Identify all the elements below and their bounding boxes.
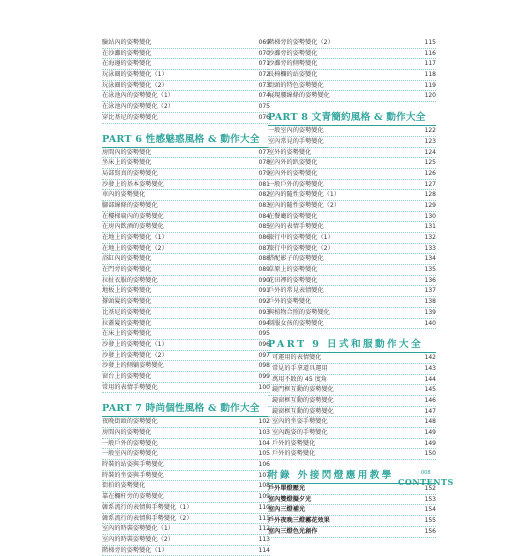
toc-entry-page: 125 [424, 159, 436, 167]
toc-entry-page: 070 [258, 49, 270, 57]
toc-entry-title: 地板上的姿勢變化 [102, 287, 152, 295]
toc-entry-page: 113 [258, 535, 270, 543]
toc-entry [102, 471, 270, 482]
toc-entry [268, 126, 436, 137]
toc-entry [268, 439, 436, 450]
toc-entry [102, 383, 270, 394]
toc-entry-title: 一般室內的姿勢變化 [102, 450, 158, 458]
toc-entry-title: 旅行中的姿勢變化（2） [268, 244, 334, 252]
toc-entry-title: 窗台上的姿勢變化 [102, 372, 152, 380]
toc-entry-page: 109 [258, 493, 270, 501]
toc-entry [268, 495, 436, 506]
toc-entry-title: 在門旁的姿勢變化 [102, 266, 152, 274]
toc-entry [268, 297, 436, 308]
toc-entry-title: 室內的隨性姿勢變化（1） [268, 191, 340, 199]
toc-entry-title: 一般室內的姿勢變化 [268, 127, 324, 135]
toc-entry-page: 155 [424, 517, 436, 525]
section-title: PART 8 文青簡約風格 & 動作大全 [268, 112, 426, 124]
toc-entry-title: 在地上的姿勢變化（1） [102, 234, 168, 241]
toc-entry-page: 128 [424, 191, 436, 199]
section-heading [268, 108, 436, 126]
section-heading [102, 399, 270, 417]
toc-entry [268, 417, 436, 428]
toc-entry-title: 玩泳圈的姿勢變化（1） [102, 71, 168, 79]
toc-entry [102, 180, 270, 191]
toc-entry-title: 戶外的姿勢變化 [272, 439, 316, 447]
toc-entry-page: 146 [424, 396, 436, 404]
toc-entry-title: 可運用的表情變化 [272, 354, 322, 362]
toc-entry [268, 222, 436, 233]
toc-entry-page: 122 [424, 127, 436, 135]
toc-entry-page: 145 [424, 386, 436, 394]
toc-entry-title: 房間內的姿勢變化 [102, 148, 152, 156]
toc-entry [268, 396, 436, 407]
toc-entry-title: 在樓梯扁內的姿勢變化 [102, 212, 164, 220]
toc-entry [102, 91, 270, 102]
toc-entry-page: 108 [258, 482, 270, 490]
toc-entry [102, 265, 270, 276]
toc-entry-title: 時裝的坐姿與手勢變化 [102, 471, 164, 479]
toc-entry-page: 107 [258, 471, 270, 479]
toc-entry-title: 穿比基尼的姿勢變化 [102, 113, 158, 121]
toc-entry [268, 38, 436, 49]
toc-entry-title: 戶外的姿勢變化 [272, 450, 316, 458]
toc-entry-page: 097 [258, 351, 270, 359]
toc-entry [268, 233, 436, 244]
toc-entry-title: 草原上的姿勢變化 [268, 266, 318, 274]
toc-entry-page: 078 [258, 159, 270, 167]
toc-entry [268, 516, 436, 527]
toc-entry-title: 室內跪姿的手勢變化 [272, 429, 328, 436]
toc-entry-title: 沙發上的基本姿勢變化 [102, 180, 164, 188]
toc-entry-page: 117 [424, 60, 436, 68]
toc-entry-page: 115 [424, 39, 436, 46]
toc-entry-title: 在泳池內的姿勢變化（1） [102, 92, 174, 100]
toc-entry-title: 夜晚街頭的姿勢變化 [102, 418, 158, 426]
toc-entry-title: 展現腰線條的姿勢變化 [268, 92, 330, 100]
toc-entry-title: 在海邊的姿勢變化 [102, 60, 152, 68]
toc-entry [102, 372, 270, 383]
section-heading [268, 335, 436, 353]
toc-entry [102, 308, 270, 319]
toc-entry [102, 449, 270, 460]
toc-entry [102, 417, 270, 428]
toc-entry-title: 搭配影子的姿勢變化 [268, 255, 324, 263]
toc-entry-title: 室內雙燈擬夕光 [268, 495, 312, 503]
toc-entry-page: 076 [258, 113, 270, 121]
toc-entry-page: 144 [424, 375, 436, 383]
toc-entry [268, 449, 436, 460]
toc-entry-page: 092 [258, 298, 270, 306]
toc-entry [268, 407, 436, 418]
toc-entry-title: 韓系流行的表情與手勢變化（1） [102, 503, 193, 511]
toc-entry-title: 常用的表情手勢變化 [102, 383, 158, 391]
toc-entry [102, 535, 270, 546]
toc-entry [268, 308, 436, 319]
section-title: 附錄 外接閃燈應用教學 [268, 470, 394, 482]
toc-entry [268, 49, 436, 60]
toc-entry-page: 143 [424, 364, 436, 372]
toc-entry-title: 在泳池內的姿勢變化（2） [102, 103, 174, 111]
toc-entry-page: 098 [258, 362, 270, 370]
toc-entry [268, 59, 436, 70]
toc-entry [268, 137, 436, 148]
toc-entry-page: 079 [258, 169, 270, 177]
toc-entry-title: 在床上的姿勢變化 [102, 330, 152, 338]
toc-entry-page: 094 [258, 319, 270, 327]
toc-entry-title: 常見的手拿道具運用 [272, 364, 328, 372]
toc-entry-page: 149 [424, 429, 436, 436]
toc-entry-page: 110 [258, 503, 270, 511]
toc-entry [102, 340, 270, 351]
toc-entry-title: 街拍的姿勢變化 [102, 482, 146, 490]
toc-entry-title: 在餐廳的姿勢變化 [268, 212, 318, 220]
toc-entry [268, 70, 436, 81]
toc-entry-title: 沙發上的姿勢變化（1） [102, 340, 168, 348]
toc-entry-title: 腳部線條的姿勢變化 [102, 201, 158, 209]
toc-entry [268, 180, 436, 191]
toc-entry [268, 254, 436, 265]
toc-entry-title: 室內的隨性姿勢變化（2） [268, 201, 340, 209]
toc-entry-page: 132 [424, 234, 436, 241]
toc-entry [102, 102, 270, 113]
toc-entry [102, 70, 270, 81]
toc-entry-title: 與植物合照的姿勢變化 [268, 308, 330, 316]
toc-entry-page: 154 [424, 506, 436, 514]
contents-label: CONTENTS [398, 477, 454, 487]
toc-entry-title: 比基尼的姿勢變化 [102, 308, 152, 316]
toc-entry [102, 201, 270, 212]
toc-entry-page: 148 [424, 418, 436, 426]
toc-entry-title: 撐頭髮的姿勢變化 [102, 298, 152, 306]
toc-entry-page: 102 [258, 418, 270, 426]
toc-entry [102, 38, 270, 49]
toc-entry [268, 158, 436, 169]
toc-entry-page: 095 [258, 330, 270, 338]
toc-entry-title: 制服女孩的姿勢變化 [268, 319, 324, 327]
toc-entry [268, 319, 436, 330]
toc-entry-title: 坐床上的姿勢變化 [102, 159, 152, 167]
toc-entry-page: 116 [424, 49, 436, 57]
toc-entry-title: 花田裡的姿勢變化 [268, 276, 318, 284]
toc-entry-page: 152 [424, 485, 436, 493]
toc-entry [102, 297, 270, 308]
toc-entry-page: 133 [424, 244, 436, 252]
toc-entry-page: 100 [258, 383, 270, 391]
toc-entry-page: 137 [424, 287, 436, 295]
toc-entry [102, 524, 270, 535]
toc-entry-page: 150 [424, 450, 436, 458]
toc-entry-title: 室內的表情手勢變化 [268, 223, 324, 231]
toc-entry [102, 158, 270, 169]
toc-entry [268, 190, 436, 201]
toc-entry [102, 503, 270, 514]
toc-entry-title: 鏡窗框互動的姿勢變化 [272, 396, 334, 404]
toc-entry [102, 319, 270, 330]
toc-entry [102, 481, 270, 492]
toc-entry-page: 106 [258, 461, 270, 469]
toc-entry [102, 351, 270, 362]
toc-entry-page: 096 [258, 340, 270, 348]
toc-entry [102, 329, 270, 340]
toc-entry-title: 沙灘旁的側勢變化 [268, 60, 318, 68]
toc-entry-page: 091 [258, 287, 270, 295]
toc-entry [102, 233, 270, 244]
toc-entry-page: 099 [258, 372, 270, 380]
toc-entry-page: 134 [424, 255, 436, 263]
toc-entry [268, 364, 436, 375]
toc-entry [102, 148, 270, 159]
toc-entry-title: 旅行中的姿勢變化（1） [268, 234, 334, 241]
toc-entry-page: 077 [258, 148, 270, 156]
toc-entry [102, 222, 270, 233]
toc-entry-page: 140 [424, 319, 436, 327]
toc-entry-page: 088 [258, 255, 270, 263]
toc-entry-page: 118 [424, 71, 436, 79]
toc-entry-page: 071 [258, 60, 270, 68]
toc-entry [268, 353, 436, 364]
toc-entry-page: 114 [258, 546, 270, 554]
toc-entry [268, 212, 436, 223]
toc-entry [102, 428, 270, 439]
toc-entry-title: 鏡門框互動的姿勢變化 [272, 386, 334, 394]
toc-entry-title: 拉扯衣服的姿勢變化 [102, 276, 158, 284]
toc-entry-title: 在沙灘的姿勢變化 [102, 49, 152, 57]
toc-entry-title: 長椅欄的站姿變化 [268, 71, 318, 79]
toc-entry [268, 385, 436, 396]
toc-entry-title: 室內的時裝姿勢變化（2） [102, 535, 174, 543]
toc-entry [102, 49, 270, 60]
toc-entry-page: 087 [258, 244, 270, 252]
toc-entry-page: 142 [424, 354, 436, 362]
toc-entry-page: 081 [258, 180, 270, 188]
toc-entry-page: 104 [258, 439, 270, 447]
toc-entry-page: 138 [424, 298, 436, 306]
toc-entry [268, 527, 436, 538]
toc-entry-title: 在地上的姿勢變化（2） [102, 244, 168, 252]
toc-entry-title: 拉蓋髮的姿勢變化 [102, 319, 152, 327]
section-heading [102, 130, 270, 148]
toc-entry-page: 127 [424, 180, 436, 188]
toc-entry-page: 085 [258, 223, 270, 231]
toc-entry-page: 084 [258, 212, 270, 220]
toc-entry-title: 靠在欄杆旁的姿勢變化 [102, 493, 164, 501]
toc-entry-page: 120 [424, 92, 436, 100]
toc-entry-title: 戶外單燈壓光 [268, 485, 306, 493]
toc-entry-title: 車內的姿勢變化 [102, 191, 146, 199]
toc-entry-title: 室內常見的手勢變化 [268, 137, 324, 145]
toc-entry-page: 153 [424, 495, 436, 503]
toc-entry-page: 131 [424, 223, 436, 231]
toc-entry-title: 室內的時裝姿勢變化（1） [102, 525, 174, 533]
toc-entry-title: 一般戶外的姿勢變化 [102, 439, 158, 447]
toc-entry-page: 129 [424, 201, 436, 209]
toc-entry [268, 81, 436, 92]
toc-entry-title: 室內三燈補光 [268, 506, 306, 514]
toc-entry-page: 083 [258, 201, 270, 209]
toc-entry [102, 254, 270, 265]
toc-entry-title: 萬用不敗的 45 度角 [272, 375, 328, 383]
toc-entry [102, 286, 270, 297]
toc-entry-title: 階梯旁的姿勢變化（1） [102, 546, 168, 554]
toc-entry [102, 514, 270, 525]
toc-entry-title: 室內的坐姿手勢變化 [272, 418, 328, 426]
page-number: 008 [421, 470, 431, 476]
toc-entry-page: 082 [258, 191, 270, 199]
toc-entry-title: 韓系流行的表情與手勢變化（2） [102, 514, 193, 522]
toc-entry-title: 戶外的常見表情變化 [268, 287, 324, 295]
toc-entry-page: 093 [258, 308, 270, 316]
toc-entry [268, 169, 436, 180]
toc-entry-title: 局部寫真的姿勢變化 [102, 169, 158, 177]
toc-entry [102, 244, 270, 255]
toc-entry [102, 439, 270, 450]
toc-entry-title: 驗站內的姿勢變化 [102, 39, 152, 46]
toc-entry [268, 505, 436, 516]
toc-entry-page: 073 [258, 81, 270, 89]
toc-entry [268, 265, 436, 276]
toc-entry-title: 室內三燈色光創作 [268, 527, 318, 535]
toc-entry [268, 276, 436, 287]
section-title: PART 7 時尚個性風格 & 動作大全 [102, 403, 260, 415]
toc-entry-page: 135 [424, 266, 436, 274]
toc-column-left [102, 38, 270, 556]
toc-entry-title: 沙發上的姿勢變化（2） [102, 351, 168, 359]
toc-entry-page: 069 [258, 39, 270, 46]
toc-entry-title: 室外的姿勢變化 [268, 148, 312, 156]
section-title: PART 6 性感魅惑風格 & 動作大全 [102, 133, 260, 145]
toc-entry [102, 361, 270, 372]
toc-entry [268, 428, 436, 439]
toc-entry-page: 124 [424, 148, 436, 156]
toc-entry-page: 149 [424, 439, 436, 447]
toc-entry-title: 在房內飲酒的姿勢變化 [102, 223, 164, 231]
toc-entry-title: 時裝的站姿與手勢變化 [102, 461, 164, 469]
toc-entry-title: 一般戶外的姿勢變化 [268, 180, 324, 188]
toc-entry-title: 街頭的特色姿勢變化 [268, 81, 324, 89]
toc-entry-page: 139 [424, 308, 436, 316]
toc-entry [268, 201, 436, 212]
toc-entry-title: 戶外夜晚三燈霧花效果 [268, 517, 330, 525]
toc-column-right [268, 38, 436, 538]
toc-entry-title: 室內外的姿勢變化 [268, 169, 318, 177]
toc-entry [102, 546, 270, 556]
toc-entry [102, 276, 270, 287]
toc-entry-page: 072 [258, 71, 270, 79]
toc-entry-title: 沙發上的側躺姿勢變化 [102, 362, 164, 370]
toc-entry-page: 090 [258, 276, 270, 284]
toc-entry-title: 房間內的姿勢變化 [102, 429, 152, 436]
toc-entry-title: 階梯旁的姿勢變化（2） [268, 39, 334, 46]
toc-entry [102, 190, 270, 201]
toc-entry-page: 123 [424, 137, 436, 145]
toc-entry-page: 156 [424, 527, 436, 535]
toc-entry-page: 119 [424, 81, 436, 89]
toc-entry [268, 286, 436, 297]
toc-entry [268, 244, 436, 255]
section-title: PART 9 日式和服動作大全 [268, 339, 424, 351]
toc-entry-page: 086 [258, 234, 270, 241]
toc-entry-page: 074 [258, 92, 270, 100]
toc-entry-title: 沙灘旁的姿勢變化 [268, 49, 318, 57]
toc-entry [268, 91, 436, 102]
toc-entry [102, 460, 270, 471]
toc-entry-page: 112 [258, 525, 270, 533]
toc-entry-title: 浴缸內的姿勢變化 [102, 255, 152, 263]
toc-entry [102, 492, 270, 503]
toc-entry [102, 169, 270, 180]
toc-entry-title: 室內外的趴姿變化 [268, 159, 318, 167]
toc-entry-title: 鏡窗框互動的姿勢變化 [272, 407, 334, 415]
toc-entry-page: 130 [424, 212, 436, 220]
toc-entry [102, 212, 270, 223]
toc-entry-title: 玩泳圈的姿勢變化（2） [102, 81, 168, 89]
toc-entry-page: 136 [424, 276, 436, 284]
toc-entry-page: 105 [258, 450, 270, 458]
toc-entry-page: 147 [424, 407, 436, 415]
toc-entry-page: 126 [424, 169, 436, 177]
toc-entry [102, 113, 270, 124]
toc-entry-page: 111 [258, 514, 270, 522]
toc-entry [268, 375, 436, 386]
toc-entry [102, 81, 270, 92]
toc-entry-page: 075 [258, 103, 270, 111]
toc-entry-page: 103 [258, 429, 270, 436]
toc-entry [102, 59, 270, 70]
toc-entry [268, 148, 436, 159]
toc-entry-title: 戶外的姿勢變化 [268, 298, 312, 306]
toc-entry-page: 089 [258, 266, 270, 274]
